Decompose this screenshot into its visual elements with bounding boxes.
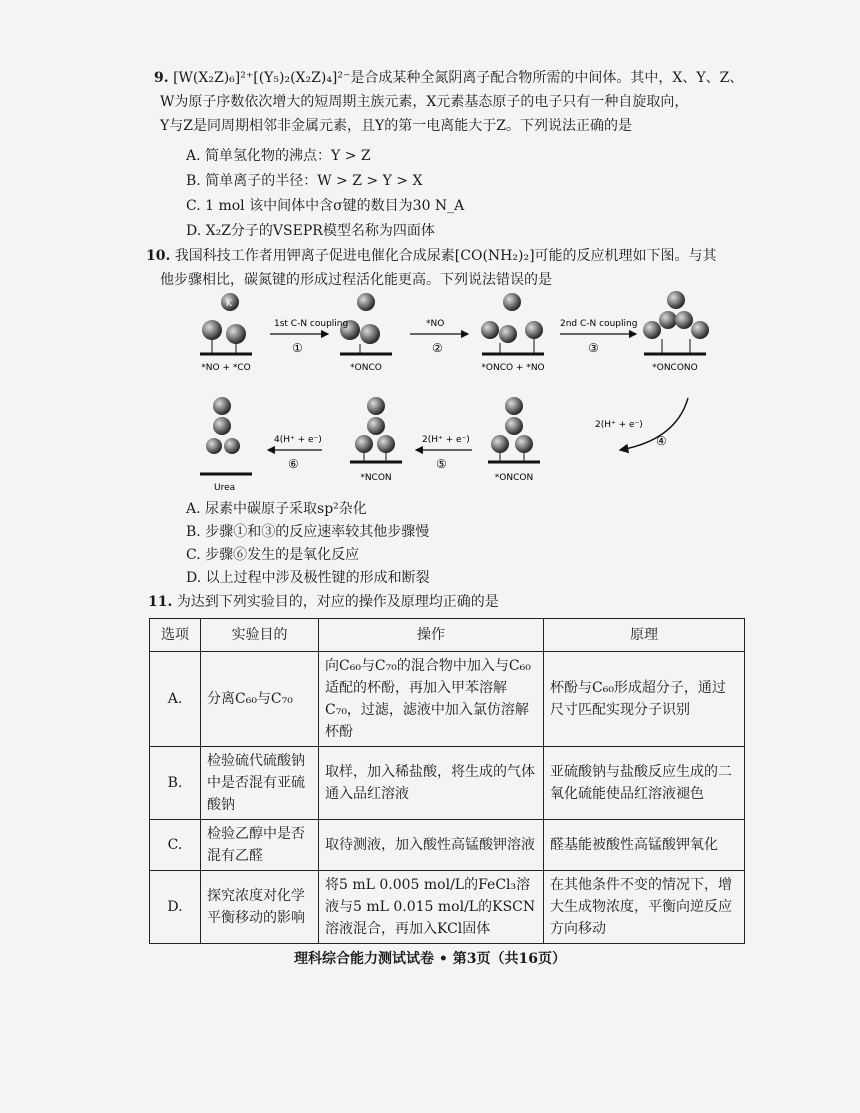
experiment-table: [149, 618, 745, 944]
catalyst-state-oncon: [488, 397, 540, 483]
table-row: [150, 871, 745, 944]
arrow-step-6: [268, 435, 322, 471]
row-c-principle: 醛基能被酸性高锰酸钾氧化: [544, 820, 745, 871]
question-10-number: 10.: [146, 248, 171, 264]
table-header-row: [150, 619, 745, 652]
catalyst-state-onco-no: [481, 293, 545, 373]
page-footer: 理科综合能力测试试卷 • 第3页（共16页）: [294, 951, 566, 967]
row-c-option: C.: [150, 820, 201, 871]
question-9-number: 9.: [154, 70, 169, 86]
catalyst-state-onco: [340, 293, 392, 373]
row-b-principle: 亚硫酸钠与盐酸反应生成的二氧化硫能使品红溶液褪色: [544, 747, 745, 820]
arrow-step-4-number: ④: [656, 434, 667, 448]
question-9-line-2: W为原子序数依次增大的短周期主族元素，X元素基态原子的电子只有一种自旋取向，: [160, 94, 689, 110]
arrow-step-6-label: 4(H⁺ + e⁻): [274, 435, 322, 445]
row-b-option: B.: [150, 747, 201, 820]
row-a-option: A.: [150, 652, 201, 747]
question-11-text: 为达到下列实验目的，对应的操作及原理均正确的是: [176, 594, 499, 610]
arrow-step-3-number: ③: [588, 341, 599, 355]
table-row: [150, 652, 745, 747]
state-label-oncon: *ONCON: [494, 473, 534, 483]
catalyst-state-no-co: [200, 293, 252, 373]
arrow-step-3: [560, 319, 637, 355]
row-c-operation: 取待测液，加入酸性高锰酸钾溶液: [319, 820, 544, 871]
question-10-option-d: D. 以上过程中涉及极性键的形成和断裂: [186, 570, 430, 586]
question-10-option-c: C. 步骤⑥发生的是氧化反应: [186, 547, 360, 563]
arrow-step-5-label: 2(H⁺ + e⁻): [422, 435, 470, 445]
arrow-step-1-number: ①: [292, 341, 303, 355]
arrow-step-1: [270, 319, 348, 355]
state-label-onconoe: *ONCONO: [652, 363, 698, 373]
row-d-operation: 将5 mL 0.005 mol/L的FeCl₃溶液与5 mL 0.015 mol/L的KSCN溶液混合，再加入KCl固体: [319, 871, 544, 944]
question-11-number: 11.: [148, 594, 173, 610]
table-row: [150, 747, 745, 820]
catalyst-state-ncon: [350, 397, 402, 483]
question-10-line-2: 他步骤相比，碳氮键的形成过程活化能更高。下列说法错误的是: [160, 272, 552, 288]
header-option: 选项: [150, 619, 201, 652]
row-a-operation: 向C₆₀与C₇₀的混合物中加入与C₆₀适配的杯酚，再加入甲苯溶解C₇₀，过滤，滤液中加入氯仿溶解杯酚: [319, 652, 544, 747]
header-purpose: 实验目的: [201, 619, 319, 652]
question-9-line-1: [W(X₂Z)₆]²⁺[(Y₅)₂(X₂Z)₄]²⁻是合成某种全氮阴离子配合物所需的中间体。其中，X、Y、Z、: [173, 70, 744, 86]
question-9-stem: [154, 66, 750, 138]
arrow-step-2-label: *NO: [426, 319, 445, 329]
catalyst-state-onconoe: [643, 291, 709, 373]
question-9-option-a: A. 简单氢化物的沸点：Y > Z: [186, 148, 371, 164]
state-label-no-co: *NO + *CO: [201, 363, 251, 373]
arrow-step-1-label: 1st C-N coupling: [274, 319, 349, 329]
question-10-option-a: A. 尿素中碳原子采取sp²杂化: [186, 501, 367, 517]
arrow-step-5-number: ⑤: [436, 457, 447, 471]
arrow-step-2: [410, 319, 468, 355]
arrow-step-6-number: ⑥: [288, 457, 299, 471]
question-9-option-d: D. X₂Z分子的VSEPR模型名称为四面体: [186, 223, 435, 239]
header-operation: 操作: [319, 619, 544, 652]
question-10-option-b: B. 步骤①和③的反应速率较其他步骤慢: [186, 524, 430, 540]
row-b-operation: 取样，加入稀盐酸，将生成的气体通入品红溶液: [319, 747, 544, 820]
row-b-purpose: 检验硫代硫酸钠中是否混有亚硫酸钠: [201, 747, 319, 820]
state-label-urea: Urea: [214, 483, 236, 493]
row-d-option: D.: [150, 871, 201, 944]
question-9-option-c: C. 1 mol 该中间体中含σ键的数目为30 N_A: [186, 198, 465, 214]
arrow-step-3-label: 2nd C-N coupling: [560, 319, 638, 329]
state-label-ncon: *NCON: [360, 473, 392, 483]
question-9-line-3: Y与Z是同周期相邻非金属元素，且Y的第一电离能大于Z。下列说法正确的是: [160, 118, 632, 134]
row-d-principle: 在其他条件不变的情况下，增大生成物浓度，平衡向逆反应方向移动: [544, 871, 745, 944]
row-c-purpose: 检验乙醇中是否混有乙醛: [201, 820, 319, 871]
question-10-stem: [146, 244, 750, 292]
arrow-step-4: [595, 398, 688, 450]
arrow-step-5: [416, 435, 472, 471]
arrow-step-2-number: ②: [432, 341, 443, 355]
reaction-mechanism-diagram: [190, 290, 750, 500]
state-label-onco: *ONCO: [350, 363, 382, 373]
row-d-purpose: 探究浓度对化学平衡移动的影响: [201, 871, 319, 944]
row-a-purpose: 分离C₆₀与C₇₀: [201, 652, 319, 747]
catalyst-state-urea: [200, 397, 252, 493]
question-9-option-b: B. 简单离子的半径：W > Z > Y > X: [186, 173, 423, 189]
arrow-step-4-label: 2(H⁺ + e⁻): [595, 420, 643, 430]
table-row: [150, 820, 745, 871]
question-11-stem: [148, 590, 738, 614]
state-label-onco-no: *ONCO + *NO: [481, 363, 545, 373]
row-a-principle: 杯酚与C₆₀形成超分子，通过尺寸匹配实现分子识别: [544, 652, 745, 747]
potassium-label: K: [226, 299, 232, 309]
question-10-line-1: 我国科技工作者用钾离子促进电催化合成尿素[CO(NH₂)₂]可能的反应机理如下图。与其: [174, 248, 717, 264]
header-principle: 原理: [544, 619, 745, 652]
